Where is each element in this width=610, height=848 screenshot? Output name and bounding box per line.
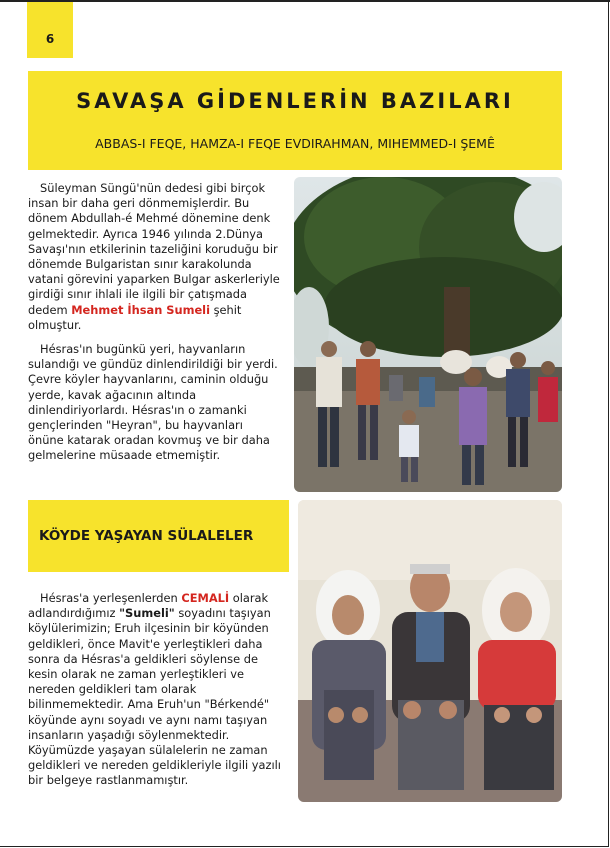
page-number: 6 — [45, 32, 55, 46]
paragraph-1-body: Süleyman Süngü'nün dedesi gibi birçok insan bir daha geri dönmemişlerdir. Bu dönem Abdullah-é Mehmé dönemine denk gelmektedir. Ayrıca 1946 yılında 2.Dünya Savaşı'nın etkilerinin tazeliğini koruduğu bir dönemde Bulgaristan sınır karakolunda vatani görevini yaparken Bulgar askerleriyle girdiği sınır ihlali ile ilgili bir çatışmada dedem — [28, 181, 280, 317]
paragraph-3-intro: Hésras'a yerleşenlerden — [40, 591, 182, 605]
paragraph-2: Hésras'ın bugünkü yeri, hayvanların sulandığı ve gündüz dinlendirildiği bir yerdi. Çevre köyler hayvanlarını, caminin olduğu yerde, kavak ağacının altında dinlendiriyorlardı. Hésras'ın o zamanki gençlerinden "Heyran", bu hayvanları önüne katarak oradan kovmuş ve bir daha gelmelerine müsaade etmemiştir. — [28, 342, 278, 463]
page-number-tab — [27, 2, 73, 58]
paragraph-1-tail: şehit olmuştur. — [28, 302, 242, 332]
paragraph-1 — [28, 181, 282, 333]
paragraph-3-rest: soyadını taşıyan köylülerimizin; Eruh ilçesinin bir köyünden geldikleri, önce Mavit'e yerleştikleri daha sonra da Hésras'a geldikleri söylense de kesin olarak ne zaman yerleştikleri ve nereden geldikleri tam olarak bilinmemektedir. Ama Eruh'un "Bérkendé" köyünde aynı soyadı ve aynı namı taşıyan insanların yaşadığı söylenmektedir. Köyümüzde yaşayan sülalelerin ne zaman geldikleri ve nereden geldikleriyle ilgili yazılı bir belgeye rastlanmamıştır. — [28, 606, 281, 788]
article-text-2 — [28, 591, 286, 798]
family-portrait-photo — [298, 500, 562, 802]
header-band — [28, 71, 562, 170]
family-nickname: CEMALİ — [181, 591, 230, 605]
section-heading-band — [28, 500, 289, 572]
village-gathering-photo — [294, 177, 562, 492]
article-text-1 — [28, 181, 282, 473]
family-surname: "Sumeli" — [119, 606, 175, 621]
martyr-name: Mehmet İhsan Sumeli — [71, 302, 210, 317]
paragraph-3 — [28, 591, 286, 789]
page-title: SAVAŞA GİDENLERİN BAZILARI — [76, 89, 514, 113]
section-title: KÖYDE YAŞAYAN SÜLALELER — [39, 528, 254, 544]
page-subtitle: ABBAS-I FEQE, HAMZA-I FEQE EVDIRAHMAN, MIHEMMED-I ŞEMÊ — [95, 136, 495, 151]
paragraph-3-mid: olarak adlandırdığımız — [28, 591, 269, 621]
